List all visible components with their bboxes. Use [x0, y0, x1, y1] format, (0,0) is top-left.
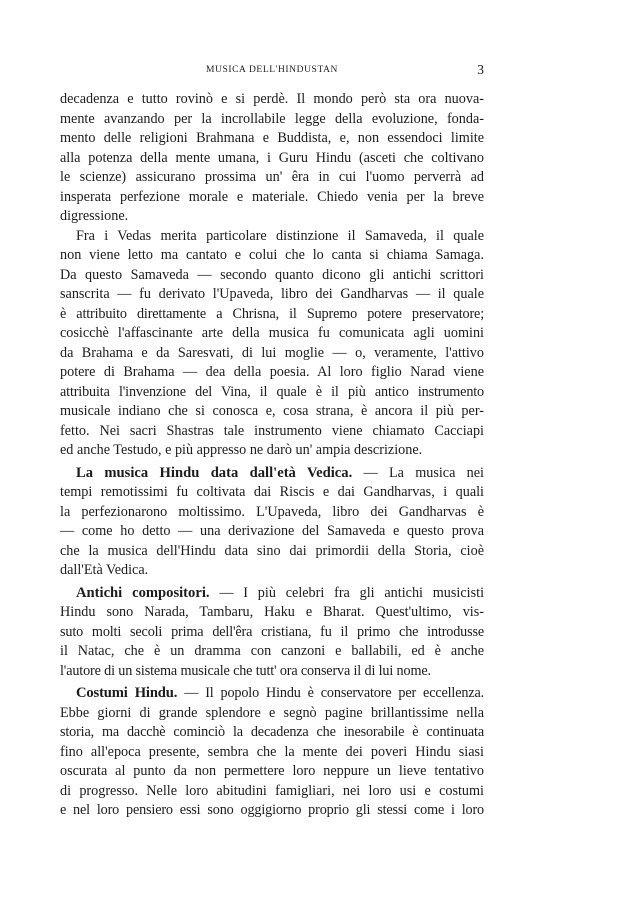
paragraph-1: [60, 90, 484, 227]
page-number: 3: [477, 62, 484, 77]
text-line: di progresso. Nelle loro abitudini famigliari, nei loro usi e costumi: [60, 782, 484, 799]
body-text: [60, 90, 484, 821]
text-line: potere di Brahama — dea della poesia. Al loro figlio Narad viene: [60, 364, 484, 380]
text-line: Hindu sono Narada, Tambaru, Haku e Bharat. Quest'ultimo, vis-: [60, 604, 484, 620]
text-line: [60, 684, 484, 704]
text-line: e nel loro pensiero essi sono oggigiorno proprio gli stessi come i loro: [60, 802, 484, 818]
text-line: Da questo Samaveda — secondo quanto dicono gli antichi scrittori: [60, 266, 484, 283]
section-heading: La musica Hindu data dall'età Vedica.: [76, 464, 353, 481]
text-line: — come ho detto — una derivazione del Samaveda e questo prova: [60, 523, 484, 539]
text-line: sanscrita — fu derivato l'Upaveda, libro dei Gandharvas — il quale: [60, 286, 484, 302]
text-line: mente avanzando per la incrollabile legge della evoluzione, fonda-: [60, 110, 484, 127]
text-line: suto molti secoli prima dell'êra cristiana, fu il primo che introdusse: [60, 623, 484, 640]
paragraph-4: [60, 584, 484, 682]
text-line: le scienze) assicurano prossima un' êra in cui l'uomo perverrà ad: [60, 169, 484, 185]
text-line: mento delle religioni Brahmana e Buddista, e, non essendoci limite: [60, 130, 484, 146]
text-line: fetto. Nei sacri Shastras tale instrumento viene chiamato Cacciapi: [60, 422, 484, 439]
text-line: Fra i Vedas merita particolare distinzione il Samaveda, il quale: [76, 227, 484, 244]
text-line: digressione.: [60, 208, 129, 224]
heading-continuation: — La musica nei: [363, 464, 485, 481]
text-line: storia, ma dacchè cominciò la decadenza che inesorabile è continuata: [60, 724, 484, 740]
section-heading: Antichi compositori.: [76, 584, 210, 601]
text-line: musicale indiano che si conosca e, cosa strana, è ancora il più per-: [60, 403, 484, 419]
text-line: attribuita l'invenzione del Vina, il quale è il più antico instrumento: [60, 383, 484, 400]
text-line: è attribuito direttamente a Chrisna, il Supremo potere preservatore;: [60, 305, 484, 322]
text-line: il Natac, che è un dramma con canzoni e ballabili, ed è anche: [60, 643, 484, 659]
text-line: la perfezionarono moltissimo. L'Upaveda, libro dei Gandharvas è: [60, 503, 484, 520]
heading-continuation: — Il popolo Hindu è conservatore per eccellenza.: [184, 685, 485, 701]
text-line: non viene letto ma cantato e colui che lo canta si chiama Samaga.: [60, 247, 484, 263]
paragraph-3: [60, 464, 484, 581]
text-line: fino all'epoca presente, sembra che la mente dei poveri Hindu siasi: [60, 743, 484, 760]
text-line: cosicchè l'affascinante arte della musica fu comunicata agli uomini: [60, 325, 484, 341]
heading-continuation: — I più celebri fra gli antichi musicisti: [219, 584, 485, 601]
text-line: insperata perfezione morale e materiale. Chiedo venia per la breve: [60, 188, 484, 205]
text-line: [60, 584, 484, 604]
running-title: MUSICA DELL'HINDUSTAN: [205, 65, 339, 75]
text-line: [60, 464, 484, 484]
text-line: dall'Età Vedica.: [60, 562, 149, 578]
section-heading: Costumi Hindu.: [76, 685, 178, 701]
text-line: alla potenza della mente umana, i Guru Hindu (asceti che coltivano: [60, 149, 484, 166]
paragraph-2: [60, 227, 484, 461]
text-line: tempi remotissimi fu coltivata dai Riscis e dai Gandharvas, i quali: [60, 484, 484, 500]
page-header: [60, 62, 484, 80]
text-line: l'autore di un sistema musicale che tutt' ora conserva il di lui nome.: [60, 662, 431, 679]
text-line: ed anche Testudo, e più appresso ne darò un' ampia descrizione.: [60, 442, 423, 458]
text-line: Ebbe giorni di grande splendore e segnò pagine brillantissime nella: [60, 704, 484, 721]
paragraph-5: [60, 684, 484, 821]
text-line: che la musica dell'Hindu data sino dai primordii della Storia, cioè: [60, 542, 484, 559]
text-line: decadenza e tutto rovinò e si perdè. Il mondo però sta ora nuova-: [60, 91, 484, 107]
text-line: oscurata al punto da non permettere loro neppure un lieve tentativo: [60, 763, 484, 779]
text-line: da Brahama e da Saresvati, di lui moglie — o, veramente, l'attivo: [60, 344, 484, 361]
